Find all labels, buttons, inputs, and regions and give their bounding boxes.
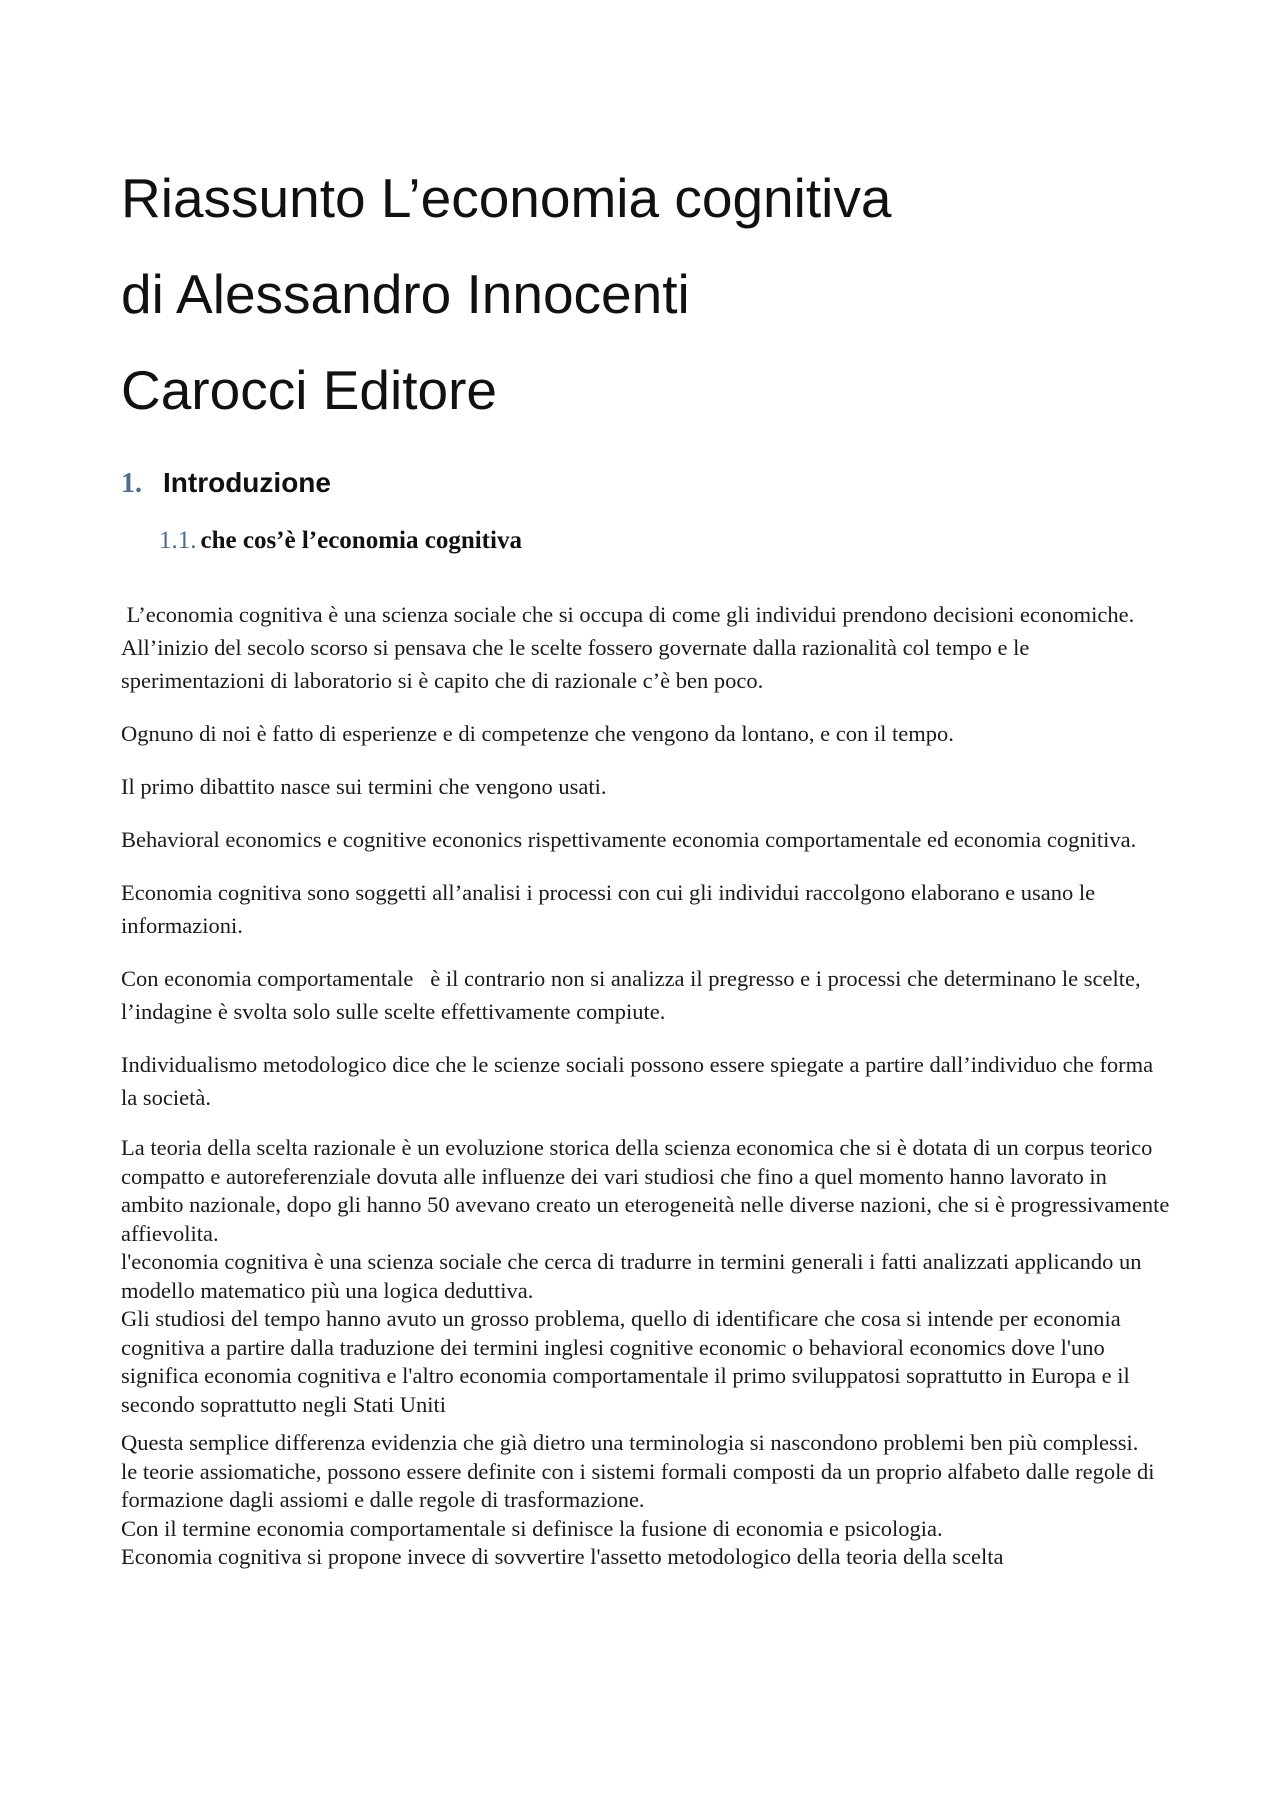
paragraph-4: Behavioral economics e cognitive econonics rispettivamente economia comportamentale ed economia cognitiva. — [121, 827, 1137, 852]
paragraph-1: L’economia cognitiva è una scienza sociale che si occupa di come gli individui prendono decisioni economiche. All’inizio del secolo scorso si pensava che le scelte fossero governate dalla razionalità col tempo e le sperimentazioni di laboratorio si è capito che di razionale c’è ben poco. — [121, 602, 1135, 693]
paragraph-5: Economia cognitiva sono soggetti all’analisi i processi con cui gli individui raccolgono elaborano e usano le informazioni. — [121, 880, 1101, 938]
title-line-3: Carocci Editore — [121, 359, 497, 421]
heading-number: 1. — [121, 468, 142, 499]
title-line-1: Riassunto L’economia cognitiva — [121, 167, 892, 229]
paragraph-8: La teoria della scelta razionale è un evoluzione storica della scienza economica che si è dotata di un corpus teorico compatto e autoreferenziale dovuta alle influenze dei vari studiosi che fino a quel momento hanno lavorato in ambito nazionale, dopo gli hanno 50 avevano creato un eterogeneità nelle diverse nazioni, che si è progressivamente affievolita. l'economia cognitiva è una scienza sociale che cerca di tradurre in termini generali i fatti analizzati applicando un modello matematico più una logica deduttiva. Gli studiosi del tempo hanno avuto un grosso problema, quello di identificare che cosa si intende per economia cognitiva a partire dalla traduzione dei termini inglesi cognitive economic o behavioral economics dove l'uno significa economia cognitiva e l'altro economia comportamentale il primo sviluppatosi soprattutto in Europa e il secondo soprattutto negli Stati Uniti — [121, 1135, 1170, 1417]
document-content — [121, 150, 1171, 1582]
paragraph-7: Individualismo metodologico dice che le scienze sociali possono essere spiegate a partire dall’individuo che forma la società. — [121, 1052, 1159, 1110]
subheading-text: che cos’è l’economia cognitiva — [200, 527, 522, 554]
subheading-number: 1.1. — [159, 527, 197, 554]
subheading-che-cose — [159, 524, 1171, 558]
paragraph-3: Il primo dibattito nasce sui termini che vengono usati. — [121, 774, 607, 799]
paragraph-2: Ognuno di noi è fatto di esperienze e di competenze che vengono da lontano, e con il tempo. — [121, 721, 954, 746]
title-line-2: di Alessandro Innocenti — [121, 263, 690, 325]
document-title — [121, 150, 1171, 438]
paragraph-6: Con economia comportamentale è il contrario non si analizza il pregresso e i processi che determinano le scelte, l’indagine è svolta solo sulle scelte effettivamente compiute. — [121, 966, 1147, 1024]
paragraph-9: Questa semplice differenza evidenzia che già dietro una terminologia si nascondono problemi ben più complessi. le teorie assiomatiche, possono essere definite con i sistemi formali composti da un proprio alfabeto dalle regole di formazione dagli assiomi e dalle regole di trasformazione. Con il termine economia comportamentale si definisce la fusione di economia e psicologia. Economia cognitiva si propone invece di sovvertire l'assetto metodologico della teoria della scelta — [121, 1430, 1155, 1569]
heading-text: Introduzione — [163, 467, 331, 498]
heading-introduzione — [121, 463, 1171, 504]
